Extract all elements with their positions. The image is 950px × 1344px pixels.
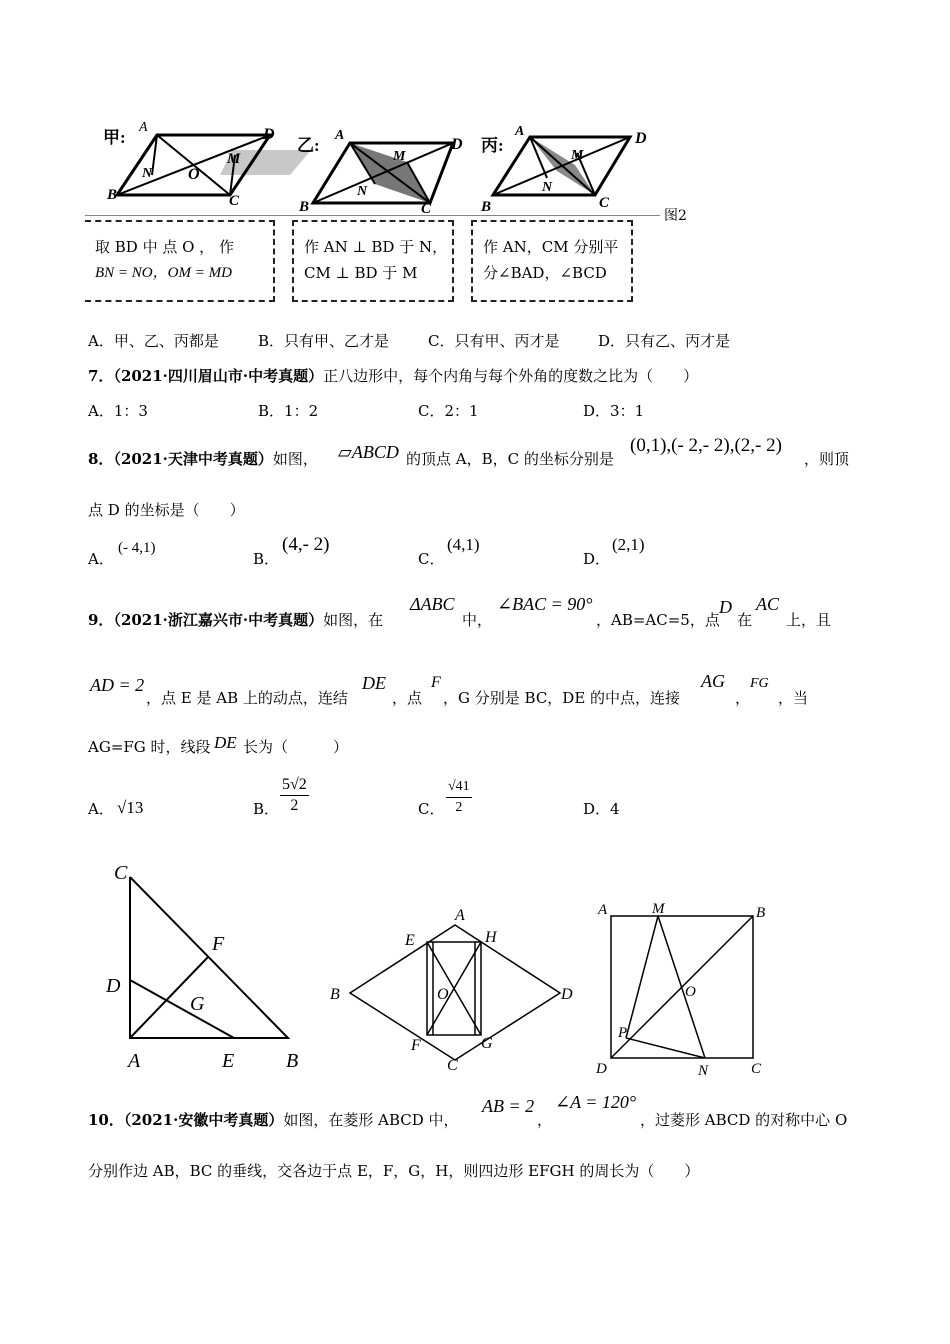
jia-D: D	[263, 126, 275, 143]
figure-2-divider	[85, 215, 660, 216]
q10-t1: 如图，在菱形 ABCD 中，	[283, 1111, 459, 1129]
jia-C: C	[229, 193, 240, 209]
q8-post: ，则顶	[804, 450, 850, 468]
q10-comma: ，	[537, 1111, 553, 1129]
q8-shape: ▱ABCD	[338, 442, 399, 462]
figure-2-parallelograms	[85, 115, 725, 225]
sq-P: P	[618, 1025, 628, 1041]
q7-option-c: C．2：1	[418, 402, 479, 420]
rh-F: F	[411, 1037, 421, 1054]
q10-AB: AB = 2	[482, 1096, 535, 1116]
box-jia	[85, 220, 275, 302]
rh-C: C	[447, 1057, 458, 1074]
bing-C: C	[599, 195, 610, 211]
q8-option-c-value: (4,1)	[447, 535, 480, 554]
box-bing-line1: 作 AN，CM 分别平	[483, 238, 619, 256]
sq-M: M	[652, 901, 665, 917]
figure-square	[590, 895, 780, 1085]
q9-t3: ，AB=AC=5，点	[596, 611, 720, 629]
bing-M: M	[571, 148, 584, 163]
q9-triangle: ΔABC	[410, 594, 455, 614]
figure-2-caption: 图2	[664, 208, 687, 224]
bing-D: D	[635, 130, 647, 147]
q8-number	[88, 449, 318, 469]
q6-option-b: B．只有甲、乙才是	[258, 332, 390, 350]
jia-N: N	[142, 166, 153, 181]
q9-l2-t4: ，	[735, 689, 751, 707]
tri-A: A	[128, 1050, 141, 1072]
q9-l3-t1: AG=FG 时，线段	[88, 738, 211, 756]
q6-option-a: A．甲、乙、丙都是	[88, 332, 219, 350]
q9-source: （2021·浙江嘉兴市·中考真题）	[113, 611, 324, 629]
q8-option-d-label: D．	[583, 550, 611, 568]
tri-G: G	[190, 993, 205, 1015]
q9-AC: AC	[756, 594, 780, 614]
q7-option-a: A．1：3	[88, 402, 148, 420]
q10-num: 10．	[88, 1111, 124, 1129]
q10-number	[88, 1110, 459, 1130]
q9-option-b-den: 2	[290, 797, 299, 814]
rh-E: E	[405, 932, 415, 949]
q9-l2-t3: ，G 分别是 BC，DE 的中点，连接	[443, 689, 681, 707]
jia-B: B	[107, 187, 118, 203]
q8-option-b-label: B．	[253, 550, 280, 568]
q9-F: F	[431, 674, 441, 691]
rh-H: H	[485, 929, 497, 946]
q8-line2: 点 D 的坐标是（ ）	[88, 501, 245, 519]
rh-A: A	[455, 907, 465, 924]
q9-angle: ∠BAC = 90°	[497, 594, 593, 614]
rh-G: G	[481, 1035, 493, 1052]
q7-source: （2021·四川眉山市·中考真题）	[113, 367, 324, 385]
q8-option-d-value: (2,1)	[612, 535, 645, 554]
q9-option-c-num: √41	[446, 777, 472, 798]
jia-A: A	[139, 120, 148, 135]
q8-pre: 如图，	[272, 450, 318, 468]
q9-number	[88, 610, 383, 630]
q9-l2-t1: ，点 E 是 AB 上的动点，连结	[146, 689, 348, 707]
yi-D: D	[451, 136, 463, 153]
sq-N: N	[698, 1063, 709, 1079]
box-jia-line1: 取 BD 中 点 O ， 作	[95, 238, 234, 256]
q9-num: 9．	[88, 611, 114, 629]
q8-num: 8．	[88, 450, 114, 468]
bing-B: B	[481, 199, 492, 215]
sq-C: C	[751, 1061, 762, 1077]
tri-C: C	[114, 862, 128, 884]
tri-B: B	[286, 1050, 299, 1072]
sq-B: B	[756, 905, 766, 921]
label-yi: 乙:	[297, 136, 320, 155]
q9-option-d: D．4	[583, 800, 620, 818]
sq-A: A	[598, 902, 608, 918]
q9-D: D	[719, 597, 732, 617]
q8-source: （2021·天津中考真题）	[113, 450, 273, 468]
q8-option-a-label: A．	[88, 550, 114, 568]
q6-option-c: C．只有甲、丙才是	[428, 332, 560, 350]
q6-option-d: D．只有乙、丙才是	[598, 332, 731, 350]
q7-text: 正八边形中，每个内角与每个外角的度数之比为（ ）	[323, 367, 699, 385]
q9-AG: AG	[701, 671, 725, 691]
q9-t1: 如图，在	[323, 611, 384, 629]
q9-option-b-fraction	[280, 775, 309, 816]
figure-jia	[103, 120, 311, 209]
q9-l2-t5: ，当	[778, 689, 809, 707]
q7-stem	[88, 366, 698, 386]
q8-option-c-label: C．	[418, 550, 445, 568]
figure-rhombus	[325, 900, 585, 1075]
tri-E: E	[222, 1050, 235, 1072]
q9-option-b-label: B．	[253, 800, 280, 818]
q10-source: （2021·安徽中考真题）	[123, 1111, 284, 1129]
q7-option-b: B．1：2	[258, 402, 319, 420]
q7-option-d: D．3：1	[583, 402, 645, 420]
rh-O: O	[437, 986, 449, 1003]
q9-AD: AD = 2	[90, 675, 145, 695]
q9-l3-DE: DE	[214, 733, 237, 752]
q8-mid: 的顶点 A，B，C 的坐标分别是	[406, 450, 614, 468]
q8-option-a-value: (- 4,1)	[118, 540, 156, 556]
box-yi-line2: CM ⊥ BD 于 M	[304, 264, 418, 282]
box-yi	[292, 220, 454, 302]
yi-A: A	[335, 128, 345, 143]
q10-angle: ∠A = 120°	[555, 1092, 637, 1112]
yi-B: B	[299, 199, 310, 215]
tri-D: D	[106, 975, 121, 997]
q9-l2-t2: ，点	[392, 689, 423, 707]
figure-triangle	[100, 855, 320, 1080]
box-jia-line2: BN = NO，OM = MD	[95, 265, 232, 281]
q9-option-c-fraction	[446, 777, 472, 818]
q9-t4: 在	[737, 611, 753, 629]
bing-A: A	[515, 124, 525, 139]
q9-t2: 中，	[462, 611, 493, 629]
q7-number: 7．	[88, 367, 114, 385]
q9-t5: 上，且	[786, 611, 832, 629]
q9-option-b-num: 5√2	[280, 775, 309, 796]
q8-coords: (0,1),(- 2,- 2),(2,- 2)	[630, 435, 782, 456]
q9-option-c-label: C．	[418, 800, 445, 818]
jia-O: O	[188, 166, 200, 183]
q9-FG: FG	[750, 676, 769, 691]
rh-B: B	[330, 986, 340, 1003]
yi-C: C	[421, 201, 432, 217]
bing-N: N	[542, 180, 553, 195]
box-bing-line2: 分∠BAD，∠BCD	[483, 264, 607, 282]
q10-line2: 分别作边 AB，BC 的垂线，交各边于点 E，F，G，H，则四边形 EFGH 的周长为（ ）	[88, 1162, 700, 1180]
rh-D: D	[561, 986, 573, 1003]
box-yi-line1: 作 AN ⊥ BD 于 N，	[304, 238, 448, 256]
q9-DE: DE	[362, 673, 386, 693]
sq-D: D	[596, 1061, 607, 1077]
q9-option-c-den: 2	[455, 800, 463, 815]
label-bing: 丙:	[481, 136, 504, 155]
q9-l3-t2: 长为（ ）	[243, 738, 349, 756]
q10-t2: ，过菱形 ABCD 的对称中心 O	[640, 1111, 848, 1129]
figure-bing	[480, 124, 647, 215]
figure-yi	[297, 128, 463, 217]
jia-M: M	[227, 151, 241, 167]
q9-option-a-value: √13	[117, 798, 144, 817]
yi-M: M	[393, 149, 406, 164]
label-jia: 甲:	[103, 128, 126, 147]
q9-option-a-label: A．	[88, 800, 114, 818]
tri-F: F	[212, 933, 225, 955]
q8-option-b-value: (4,- 2)	[282, 534, 330, 555]
yi-N: N	[357, 184, 368, 199]
sq-O: O	[685, 984, 696, 1000]
box-bing	[471, 220, 633, 302]
